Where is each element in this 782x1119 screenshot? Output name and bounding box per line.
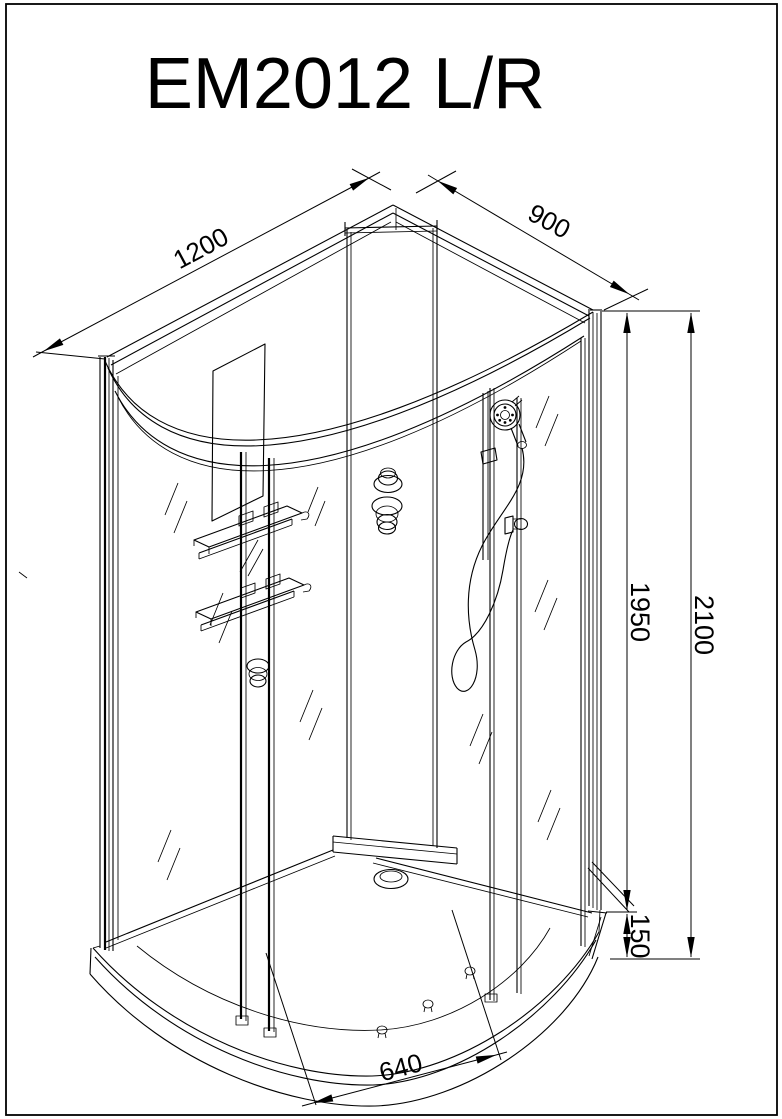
dimensions xyxy=(33,169,719,1106)
wall-tray-junctions xyxy=(106,850,592,948)
top-frame xyxy=(107,205,593,374)
right-post xyxy=(588,310,602,910)
roof-rim xyxy=(105,312,593,471)
product-title: EM2012 L/R xyxy=(144,44,546,124)
dim-label-150: 150 xyxy=(625,913,655,959)
water-outlet xyxy=(505,516,528,534)
dimension-top-depth xyxy=(416,171,648,310)
massage-jets xyxy=(377,967,475,1038)
shower-cabin-drawing xyxy=(90,205,607,1106)
dim-label-640: 640 xyxy=(375,1047,426,1088)
body-jet xyxy=(247,659,269,687)
dimension-heights xyxy=(588,311,719,959)
left-post xyxy=(98,356,118,951)
dim-label-2100: 2100 xyxy=(689,594,719,656)
shower-tray xyxy=(90,870,607,1107)
dim-label-1950: 1950 xyxy=(625,581,655,643)
shelf-upper xyxy=(194,502,309,559)
drain xyxy=(374,870,408,889)
corner-column xyxy=(333,220,457,864)
control-knob-upper xyxy=(374,468,402,493)
stray-mark xyxy=(19,572,27,578)
glass-hatches xyxy=(158,396,560,880)
control-knob-lower xyxy=(372,497,402,534)
dim-label-900: 900 xyxy=(523,197,576,245)
dimension-front-opening xyxy=(266,910,507,1106)
sheet-border xyxy=(6,4,777,1115)
dimension-top-width xyxy=(33,169,391,359)
mirror-panel xyxy=(212,344,265,521)
dim-label-1200: 1200 xyxy=(168,221,234,275)
